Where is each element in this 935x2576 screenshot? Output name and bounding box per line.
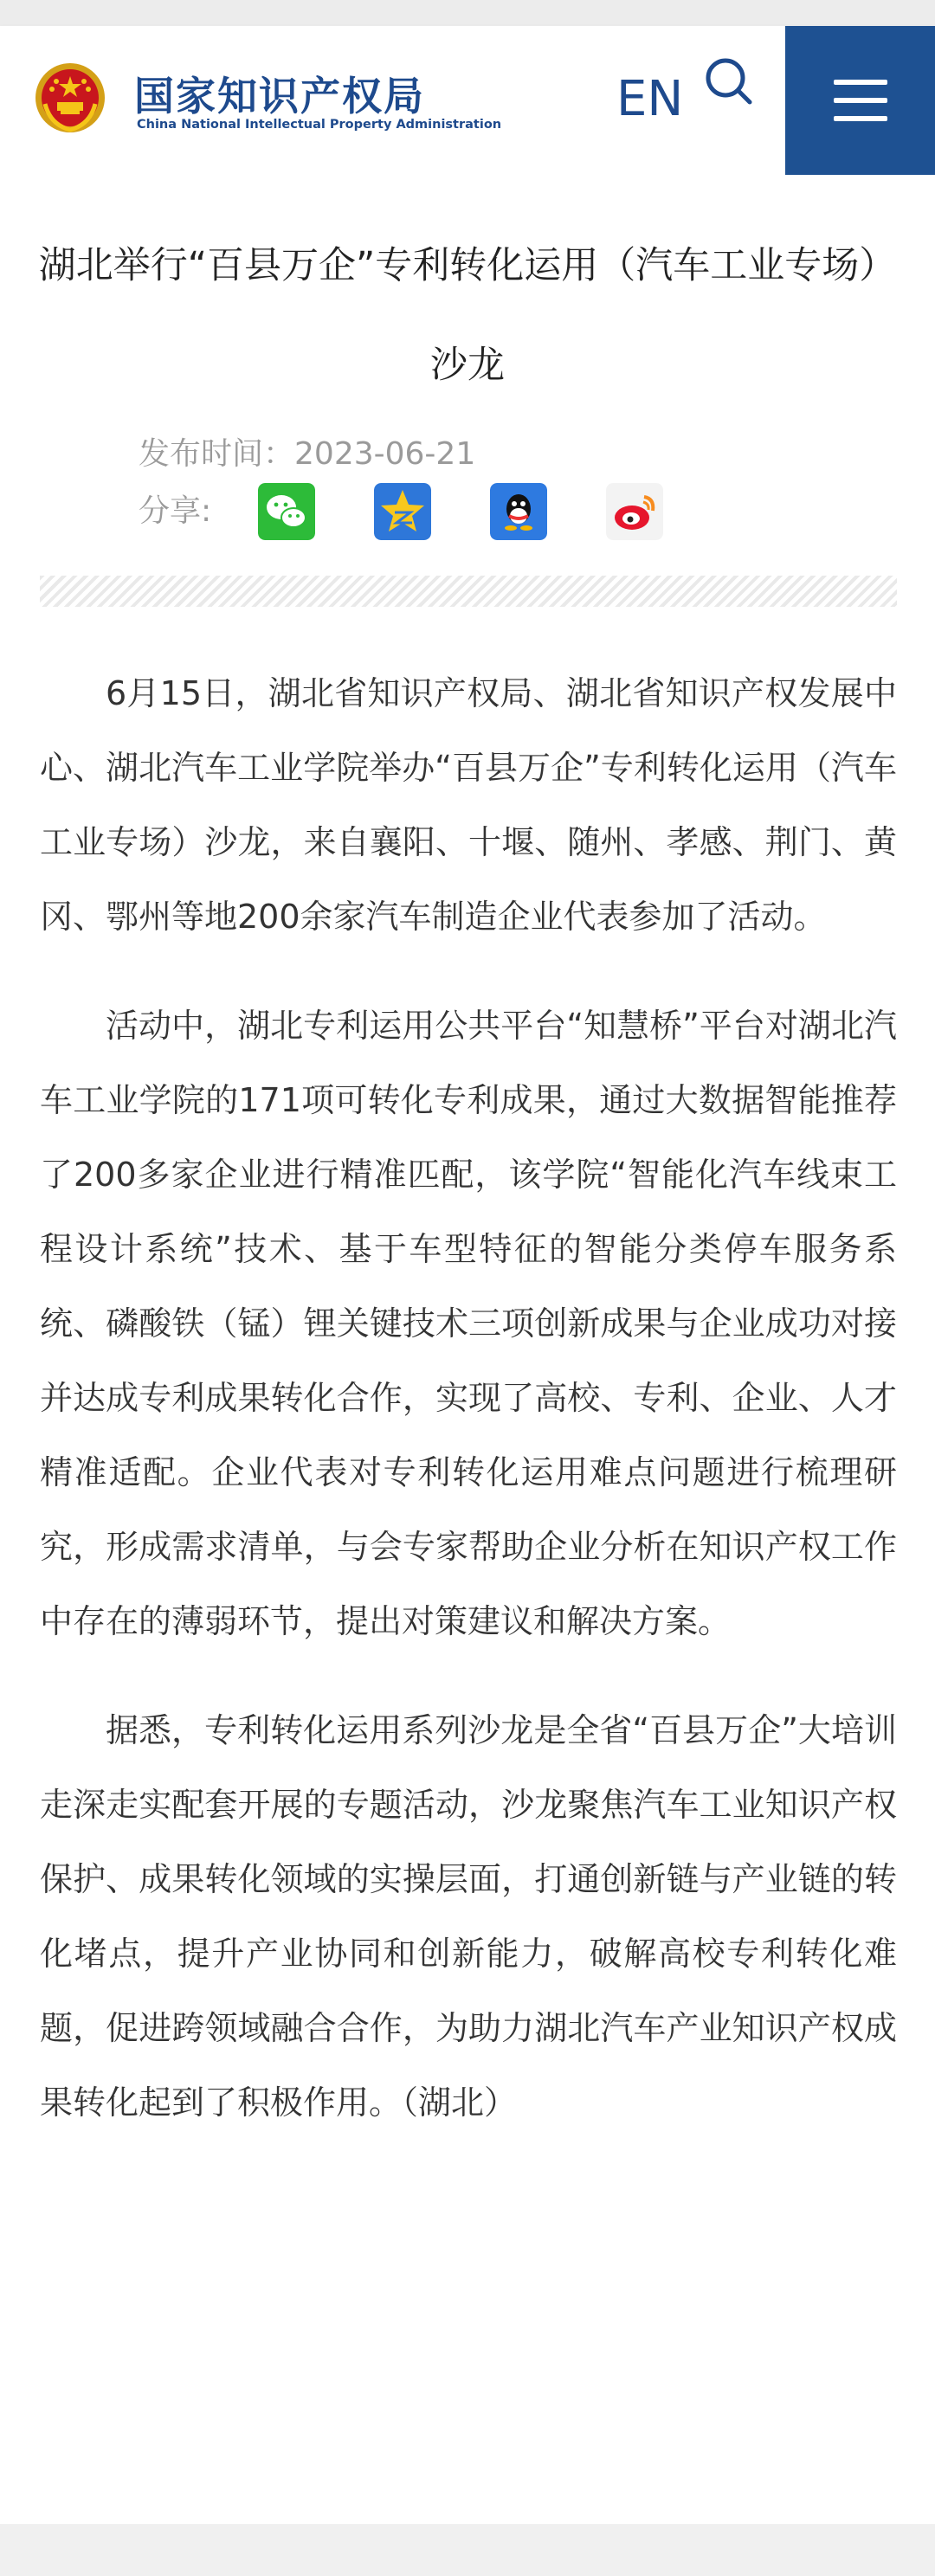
qq-icon[interactable] (490, 483, 547, 540)
language-switch-button[interactable]: EN (616, 71, 684, 127)
qzone-icon[interactable] (374, 483, 431, 540)
menu-button[interactable] (785, 26, 935, 175)
status-strip (0, 0, 935, 26)
article-paragraph: 据悉，专利转化运用系列沙龙是全省“百县万企”大培训走深走实配套开展的专题活动，沙龙聚焦汽车工业知识产权保护、成果转化领域的实操层面，打通创新链与产业链的转化堵点，提升产业协同和创新能力，破解高校专利转化难题，促进跨领域融合合作，为助力湖北汽车产业知识产权成果转化起到了积极作用。（湖北） (40, 1711, 897, 2122)
menu-icon-bar-bottom (834, 116, 887, 121)
publish-label: 发布时间： (139, 436, 295, 472)
article-paragraph: 6月15日，湖北省知识产权局、湖北省知识产权发展中心、湖北汽车工业学院举办“百县万企”专利转化运用（汽车工业专场）沙龙，来自襄阳、十堰、随州、孝感、荆门、黄冈、鄂州等地200余家汽车制造企业代表参加了活动。 (40, 674, 897, 936)
weibo-icon[interactable] (606, 483, 663, 540)
share-label: 分享: (139, 493, 212, 529)
publish-info (139, 429, 475, 473)
article-paragraph: 活动中，湖北专利运用公共平台“知慧桥”平台对湖北汽车工业学院的171项可转化专利成果，通过大数据智能推荐了200多家企业进行精准匹配，该学院“智能化汽车线束工程设计系统”技术、基于车型特征的智能分类停车服务系统、磷酸铁（锰）锂关键技术三项创新成果与企业成功对接并达成专利成果转化合作，实现了高校、专利、企业、人才精准适配。企业代表对专利转化运用难点问题进行梳理研究，形成需求清单，与会专家帮助企业分析在知识产权工作中存在的薄弱环节，提出对策建议和解决方案。 (40, 1007, 897, 1640)
menu-icon-bar-top (834, 80, 887, 85)
article-body (40, 656, 897, 2174)
national-emblem-icon[interactable] (33, 61, 107, 135)
site-name-en[interactable]: China National Intellectual Property Administration (137, 118, 502, 132)
wechat-icon[interactable] (258, 483, 315, 540)
article-title: 湖北举行“百县万企”专利转化运用（汽车工业专场）沙龙 (38, 244, 897, 387)
site-name-cn[interactable]: 国家知识产权局 (134, 73, 425, 119)
menu-icon-bar-middle (834, 98, 887, 103)
publish-date: 2023-06-21 (294, 436, 476, 472)
striped-divider (40, 576, 897, 607)
search-icon[interactable] (700, 52, 757, 109)
page-footer-gap (0, 2524, 935, 2576)
